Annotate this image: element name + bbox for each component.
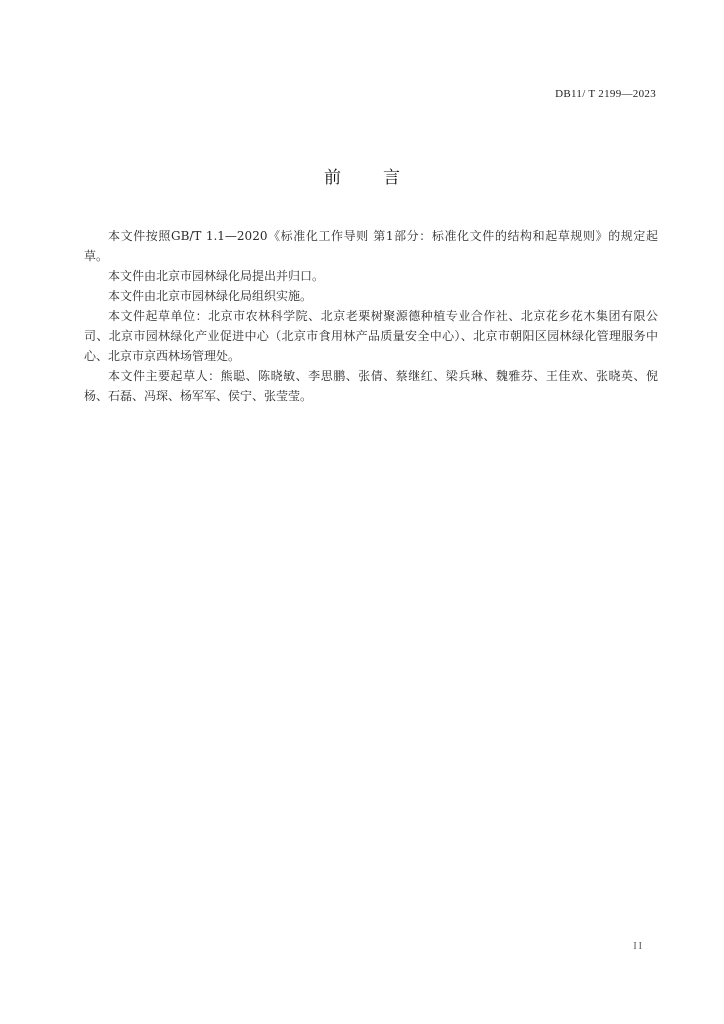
paragraph-proposed-by: 本文件由北京市园林绿化局提出并归口。 bbox=[108, 269, 325, 283]
foreword-body bbox=[84, 226, 658, 406]
paragraph-implemented-by: 本文件由北京市园林绿化局组织实施。 bbox=[108, 289, 313, 303]
title-char-1: 前 bbox=[324, 168, 341, 188]
paragraph-drafting-units: 本文件起草单位：北京市农林科学院、北京老栗树聚源德种植专业合作社、北京花乡花木集团有限公司、北京市园林绿化产业促进中心（北京市食用林产品质量安全中心）、北京市朝阳区园林绿化管理服务中心、北京市京西林场管理处。 bbox=[84, 309, 658, 363]
paragraph-drafting-rules: 本文件按照GB/T 1.1—2020《标准化工作导则 第1部分：标准化文件的结构和起草规则》的规定起草。 bbox=[84, 229, 658, 263]
page-title bbox=[0, 163, 724, 188]
page-number: II bbox=[633, 941, 644, 952]
standard-number: DB11/ T 2199—2023 bbox=[555, 88, 656, 100]
paragraph-drafters: 本文件主要起草人：熊聪、陈晓敏、李思鹏、张倩、蔡继红、梁兵琳、魏雅芬、王佳欢、张晓英、倪杨、石磊、冯琛、杨军军、侯宁、张莹莹。 bbox=[84, 369, 658, 403]
title-char-2: 言 bbox=[383, 168, 400, 188]
